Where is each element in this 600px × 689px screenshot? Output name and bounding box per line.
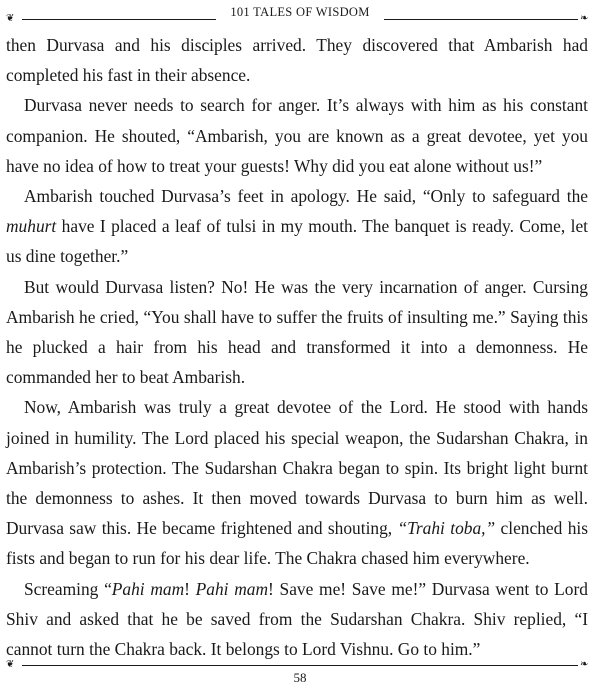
text-run: Ambarish touched Durvasa’s feet in apology. He said, “Only to safeguard the <box>24 186 588 207</box>
footer-line <box>22 665 578 666</box>
page-number: 58 <box>293 670 307 685</box>
italic-text: Pahi mam <box>111 578 185 599</box>
text-run: But would Durvasa listen? No! He was the very incarnation of anger. Cursing Ambarish he cried, “You shall have to suffer the fruits of insulting me.” Saying this he plucked a hair from his head and transformed it into a demonness. He commanded her to beat Ambarish. <box>6 276 588 388</box>
italic-text: Pahi mam <box>195 578 269 599</box>
paragraph <box>6 272 588 393</box>
right-ornament-icon: ❧ <box>580 13 589 24</box>
footer-rule <box>0 660 600 670</box>
italic-text: muhurt <box>6 216 57 237</box>
text-run: have I placed a leaf of tulsi in my mouth. The banquet is ready. Come, let us dine together.” <box>6 216 588 267</box>
text-run: Screaming “ <box>24 578 112 599</box>
paragraph <box>6 574 588 665</box>
text-run: clenched his fists and began to run for his dear life. The Chakra chased him everywhere. <box>6 518 588 569</box>
running-title: 101 TALES OF WISDOM <box>230 5 370 19</box>
page-header <box>0 2 600 24</box>
footer-right-ornament-icon: ❧ <box>580 659 589 670</box>
header-rule-right <box>384 19 578 20</box>
footer-left-ornament-icon: ❦ <box>6 659 15 670</box>
paragraph <box>6 30 588 90</box>
body-text <box>6 30 588 664</box>
italic-text: “Trahi toba,” <box>397 518 496 539</box>
text-run: ! Save me! Save me!” Durvasa went to Lord Shiv and asked that he be saved from the Sudarshan Chakra. Shiv replied, “I cannot turn the Chakra back. It belongs to Lord Vishnu. Go to him.” <box>6 578 588 660</box>
left-ornament-icon: ❦ <box>6 13 15 24</box>
text-run: Now, Ambarish was truly a great devotee of the Lord. He stood with hands joined in humility. The Lord placed his special weapon, the Sudarshan Chakra, in Ambarish’s protection. The Sudarshan Chakra began to spin. Its bright light burnt the demonness to ashes. It then moved towards Durvasa to burn him as well. Durvasa saw this. He became frightened and shouting, <box>6 397 588 539</box>
paragraph <box>6 392 588 573</box>
paragraph <box>6 181 588 272</box>
paragraph <box>6 90 588 181</box>
text-run: ! <box>184 578 196 599</box>
text-run: Durvasa never needs to search for anger. It’s always with him as his constant companion. He shouted, “Ambarish, you are known as a great devotee, yet you have no idea of how to treat your guests! Why did you eat alone without us!” <box>6 95 588 176</box>
text-run: then Durvasa and his disciples arrived. They discovered that Ambarish had completed his fast in their absence. <box>6 35 588 86</box>
